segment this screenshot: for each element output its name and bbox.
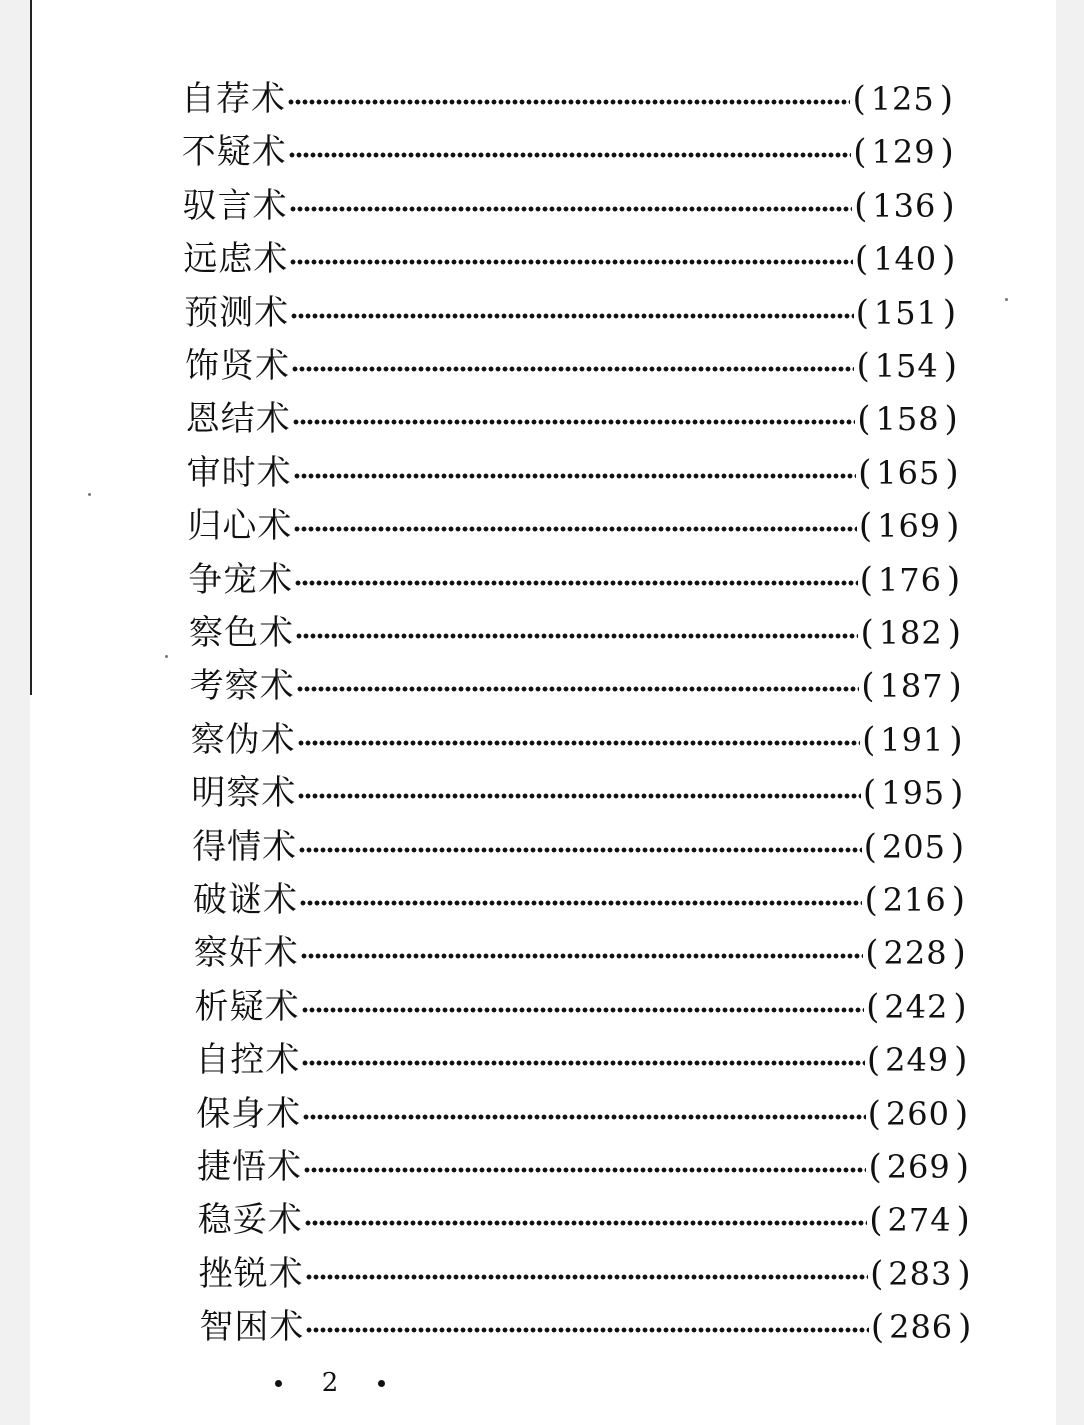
toc-entry-page: 269: [886, 1148, 951, 1186]
toc-entry-title: 析疑术: [194, 986, 300, 1027]
dot-leader: [296, 632, 858, 640]
toc-entry: [197, 1145, 969, 1189]
dot-leader: [306, 1273, 868, 1281]
page-footer: [275, 1365, 385, 1401]
toc-entry-page: 228: [883, 934, 948, 973]
toc-entry-title: 捷悟术: [197, 1147, 302, 1187]
dot-leader: [304, 1166, 866, 1174]
toc-entry-title: 归心术: [187, 506, 293, 547]
toc-entry-page: 249: [885, 1041, 950, 1080]
toc-entry-page-ref: ( 158 ): [857, 399, 958, 440]
toc-entry-title: 稳妥术: [197, 1200, 303, 1241]
toc-entry-title: 智困术: [199, 1307, 305, 1348]
toc-entry-title: 驭言术: [182, 185, 288, 226]
toc-entry-page-ref: ( 187 ): [861, 666, 962, 707]
toc-entry: [199, 1252, 971, 1296]
dot-leader: [302, 1059, 864, 1067]
dot-leader: [306, 1326, 868, 1334]
dot-leader: [305, 1219, 867, 1227]
toc-entry-page-ref: ( 242 ): [866, 986, 967, 1027]
toc-entry: [181, 77, 953, 121]
toc-entry: [183, 184, 955, 228]
dot-leader: [290, 258, 852, 266]
toc-entry-page: 136: [872, 186, 937, 225]
toc-entry-page-ref: ( 286 ): [870, 1307, 972, 1348]
toc-entry-page: 187: [879, 667, 944, 706]
toc-entry-page-ref: ( 169 ): [858, 506, 960, 547]
toc-entry: [182, 130, 954, 174]
toc-entry-title: 远虑术: [183, 239, 289, 280]
toc-entry-page-ref: ( 269 ): [868, 1147, 969, 1187]
toc-entry: [189, 611, 961, 655]
toc-entry-title: 饰贤术: [185, 346, 290, 386]
toc-entry: [186, 397, 958, 441]
toc-entry-title: 得情术: [192, 826, 298, 867]
toc-entry-page: 140: [873, 240, 938, 279]
toc-entry-page: 169: [877, 507, 942, 546]
toc-entry-page: 191: [880, 720, 945, 759]
toc-entry-page-ref: ( 191 ): [862, 719, 963, 760]
toc-entry: [190, 664, 962, 708]
toc-entry-page: 274: [887, 1201, 952, 1240]
dot-leader: [298, 739, 860, 747]
dot-leader: [302, 1006, 864, 1014]
toc-entry-title: 自控术: [195, 1040, 301, 1081]
toc-entry: [185, 344, 957, 388]
toc-entry: [191, 771, 963, 815]
dot-leader: [290, 205, 852, 213]
toc-entry-page: 205: [881, 827, 946, 866]
scan-speck: [165, 655, 168, 658]
document-page: [30, 0, 1056, 1425]
toc-entry-page-ref: ( 154 ): [856, 346, 957, 386]
toc-entry-title: 恩结术: [185, 399, 291, 440]
footer-dot-left: [275, 1380, 282, 1387]
toc-entry-page: 283: [888, 1254, 953, 1293]
toc-entry: [196, 1092, 968, 1136]
toc-entry-title: 不疑术: [181, 132, 287, 173]
toc-entry: [184, 291, 956, 335]
toc-entry: [194, 931, 966, 975]
toc-entry-page-ref: ( 249 ): [866, 1040, 968, 1081]
toc-entry-title: 挫锐术: [198, 1253, 304, 1294]
toc-entry-title: 争宠术: [188, 559, 294, 600]
scan-speck: [1005, 298, 1008, 301]
toc-entry: [198, 1198, 970, 1242]
dot-leader: [294, 525, 856, 533]
toc-entry-title: 破谜术: [193, 880, 298, 920]
dot-leader: [300, 899, 862, 907]
toc-entry-page-ref: ( 151 ): [855, 292, 957, 333]
toc-entry-title: 明察术: [191, 773, 297, 814]
dot-leader: [294, 472, 856, 480]
toc-entry-page: 129: [871, 133, 936, 172]
toc-entry-title: 预测术: [184, 292, 290, 333]
toc-entry-title: 考察术: [189, 666, 295, 707]
dot-leader: [289, 151, 851, 159]
dot-leader: [295, 579, 857, 587]
toc-entry-page: 151: [873, 293, 938, 332]
toc-entry-page: 125: [870, 80, 935, 118]
toc-entry: [183, 237, 955, 281]
toc-entry-page: 154: [874, 347, 939, 385]
dot-leader: [299, 846, 861, 854]
toc-entry-page-ref: ( 140 ): [854, 239, 956, 280]
toc-entry: [187, 451, 959, 495]
page-number: 2: [321, 1368, 339, 1398]
toc-entry: [191, 718, 963, 762]
dot-leader: [298, 792, 860, 800]
toc-entry-page-ref: ( 205 ): [863, 826, 965, 867]
toc-entry-page: 216: [882, 881, 947, 919]
dot-leader: [292, 365, 854, 373]
table-of-contents: [30, 0, 1056, 1425]
toc-entry-page-ref: ( 182 ): [860, 613, 961, 653]
toc-entry-page-ref: ( 165 ): [858, 452, 959, 493]
toc-entry: [195, 1038, 967, 1082]
dot-leader: [291, 312, 853, 320]
toc-entry-page-ref: ( 274 ): [869, 1200, 970, 1241]
toc-entry-page-ref: ( 195 ): [862, 773, 964, 814]
toc-entry: [188, 558, 960, 602]
toc-entry-page-ref: ( 176 ): [859, 559, 961, 600]
dot-leader: [303, 1113, 865, 1121]
dot-leader: [301, 952, 863, 960]
toc-entry-page-ref: ( 260 ): [867, 1093, 969, 1134]
toc-entry: [193, 878, 965, 922]
toc-entry-page-ref: ( 216 ): [864, 880, 965, 920]
toc-entry: [187, 504, 959, 548]
dot-leader: [293, 418, 855, 426]
dot-leader: [297, 685, 859, 693]
toc-entry-page: 176: [877, 560, 942, 599]
toc-entry-page-ref: ( 228 ): [865, 933, 966, 974]
toc-entry-page: 286: [889, 1308, 954, 1347]
toc-entry-page-ref: ( 129 ): [853, 132, 954, 173]
toc-entry-page-ref: ( 125 ): [852, 79, 953, 119]
toc-entry-page: 195: [881, 774, 946, 813]
toc-entry-page: 182: [878, 614, 943, 652]
toc-entry: [195, 985, 967, 1029]
toc-entry: [192, 825, 964, 869]
toc-entry-page: 260: [885, 1094, 950, 1133]
toc-entry-title: 保身术: [196, 1093, 302, 1134]
toc-entry-title: 审时术: [186, 452, 292, 493]
toc-entry-page-ref: ( 283 ): [870, 1253, 971, 1294]
toc-entry-page: 242: [884, 987, 949, 1026]
footer-dot-right: [378, 1380, 385, 1387]
toc-entry-title: 自荐术: [181, 79, 286, 119]
toc-entry-title: 察奸术: [193, 933, 299, 974]
scan-speck: [88, 493, 91, 496]
toc-entry-page: 165: [876, 453, 941, 492]
toc-entry-page: 158: [875, 400, 940, 439]
toc-entry-title: 察色术: [189, 613, 294, 653]
dot-leader: [288, 98, 850, 106]
toc-entry-title: 察伪术: [190, 719, 296, 760]
toc-entry-page-ref: ( 136 ): [854, 185, 955, 226]
toc-entry: [199, 1305, 971, 1349]
